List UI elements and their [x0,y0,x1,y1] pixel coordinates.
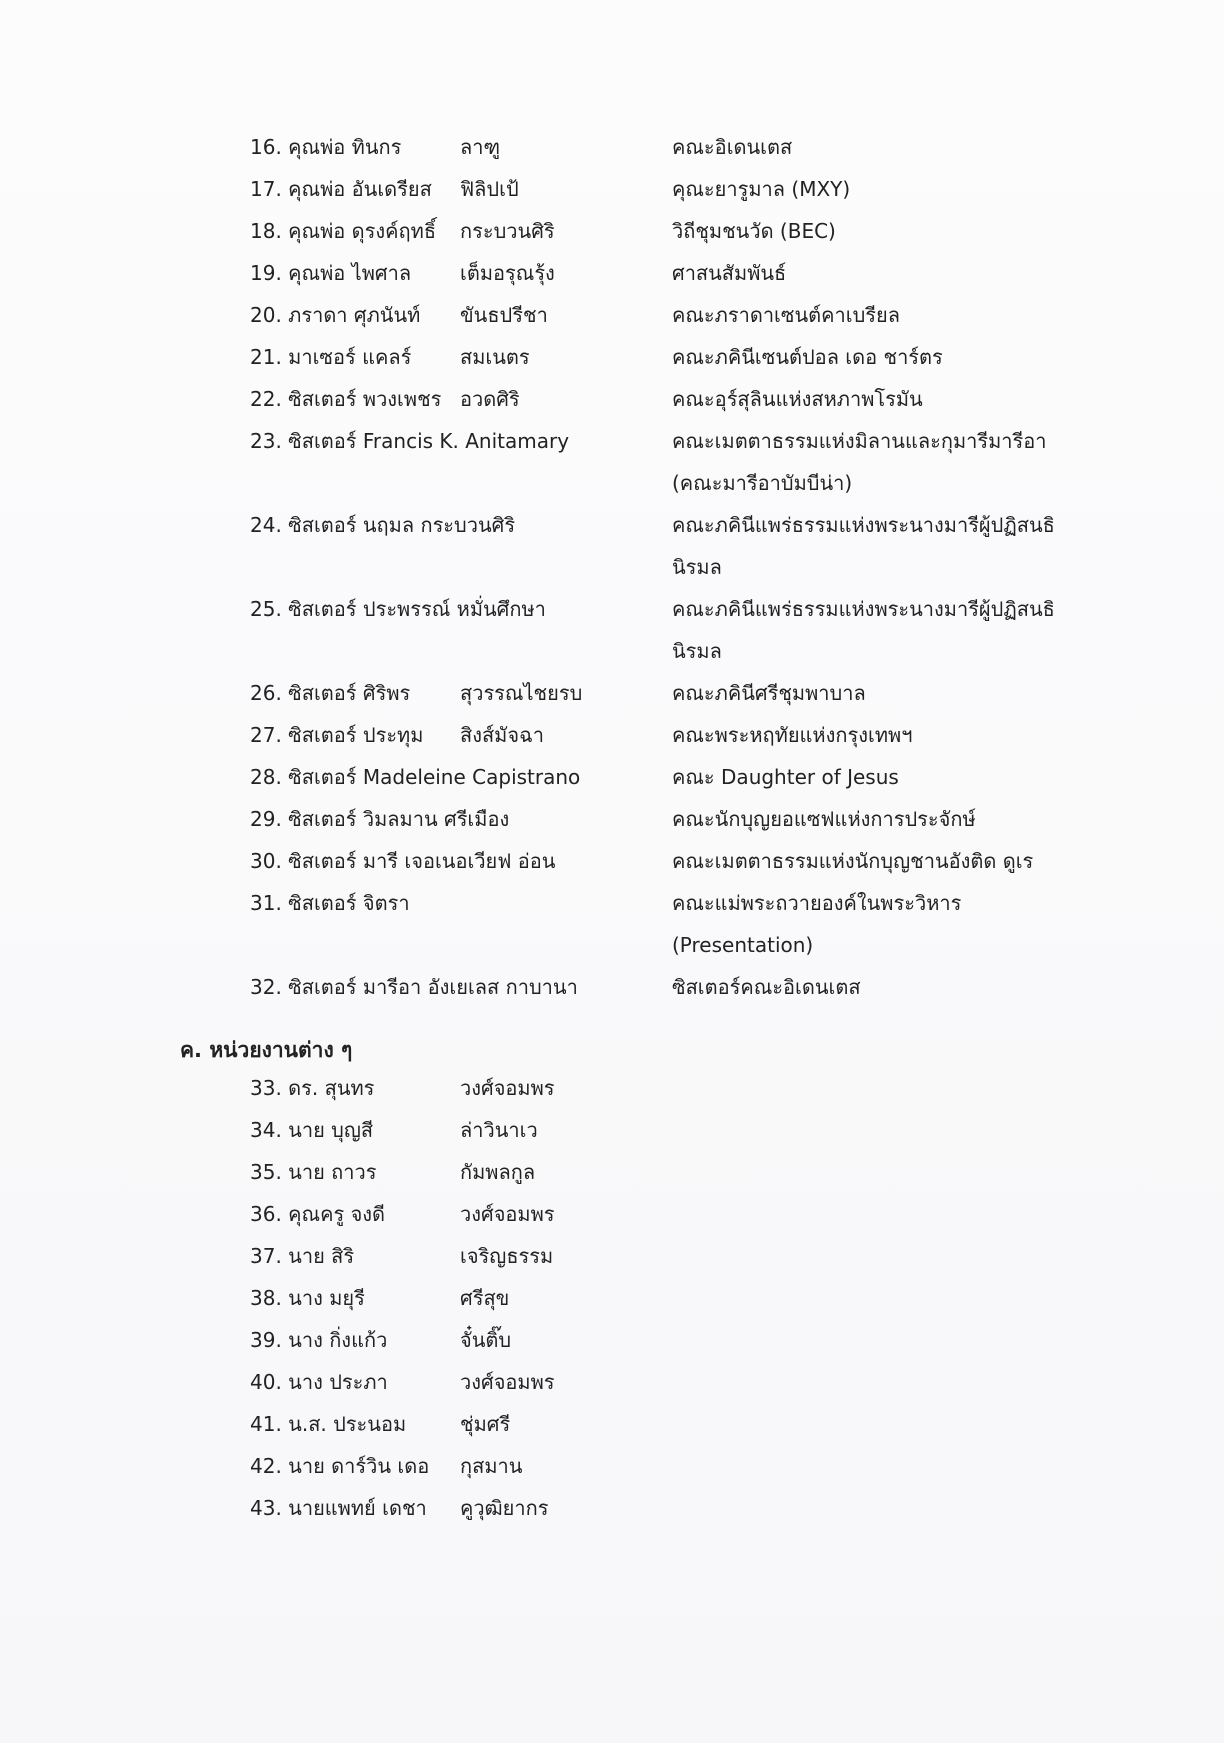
organization: คณะเมตตาธรรมแห่งมิลานและกุมารีมารีอา [672,429,1047,453]
organization: คณะพระหฤทัยแห่งกรุงเทพฯ [672,723,913,747]
person-name: 43. นายแพทย์ เดชา [250,1496,427,1520]
list-item [0,1404,1224,1444]
organization: คณะอุร์สุลินแห่งสหภาพโรมัน [672,387,923,411]
person-name: 29. ซิสเตอร์ วิมลมาน ศรีเมือง [250,807,510,831]
person-surname: เจริญธรรม [460,1244,554,1268]
person-name: 26. ซิสเตอร์ ศิริพร [250,681,411,705]
person-name: 25. ซิสเตอร์ ประพรรณ์ หมั่นศึกษา [250,597,546,621]
list-item [0,379,1224,419]
person-surname: กระบวนศิริ [460,219,555,243]
list-item [0,589,1224,671]
person-name: 31. ซิสเตอร์ จิตรา [250,891,410,915]
list-item [0,1320,1224,1360]
list-item [0,1110,1224,1150]
list-item [0,127,1224,167]
list-item [0,1194,1224,1234]
organization-continued: (คณะมารีอาบัมบีน่า) [672,471,853,495]
list-item [0,253,1224,293]
person-surname: ศรีสุข [460,1286,510,1310]
person-surname: วงศ์จอมพร [460,1202,555,1226]
organization: คณะภคินีแพร่ธรรมแห่งพระนางมารีผู้ปฏิสนธิ [672,597,1055,621]
section-heading: ค. หน่วยงานต่าง ๆ [180,1038,353,1062]
person-surname: สุวรรณไชยรบ [460,681,583,705]
organization: ศาสนสัมพันธ์ [672,261,787,285]
person-name: 24. ซิสเตอร์ นฤมล กระบวนศิริ [250,513,516,537]
person-name: 22. ซิสเตอร์ พวงเพชร [250,387,442,411]
person-surname: เต็มอรุณรุ้ง [460,261,555,285]
person-name: 35. นาย ถาวร [250,1160,377,1184]
person-name: 33. ดร. สุนทร [250,1076,375,1100]
list-item [0,169,1224,209]
list-item [0,841,1224,881]
list-item [0,1446,1224,1486]
list-item [0,1362,1224,1402]
list-item [0,1488,1224,1528]
person-surname: อวดศิริ [460,387,520,411]
list-item [0,211,1224,251]
list-item [0,421,1224,503]
person-name: 34. นาย บุญสี [250,1118,374,1142]
person-name: 28. ซิสเตอร์ Madeleine Capistrano [250,765,581,789]
list-item [0,337,1224,377]
organization: วิถีชุมชนวัด (BEC) [672,219,836,243]
list-item [0,1152,1224,1192]
person-name: 21. มาเซอร์ แคลร์ [250,345,412,369]
person-name: 40. นาง ประภา [250,1370,388,1394]
person-name: 16. คุณพ่อ ทินกร [250,135,402,159]
organization: คณะแม่พระถวายองค์ในพระวิหาร [672,891,962,915]
organization: คณะภราดาเซนต์คาเบรียล [672,303,900,327]
organization: คณะ Daughter of Jesus [672,765,899,789]
person-name: 38. นาง มยุรี [250,1286,365,1310]
organization: คณะอิเดนเตส [672,135,793,159]
list-item [0,1278,1224,1318]
organization-continued: (Presentation) [672,933,814,957]
list-item [0,295,1224,335]
person-surname: กัมพลกูล [460,1160,536,1184]
person-name: 37. นาย สิริ [250,1244,355,1268]
person-surname: ล่าวินาเว [460,1118,538,1142]
list-item [0,967,1224,1007]
person-name: 18. คุณพ่อ ดุรงค์ฤทธิ์ [250,219,437,243]
person-surname: ขันธปรีชา [460,303,548,327]
person-name: 20. ภราดา ศุภนันท์ [250,303,421,327]
list-item [0,883,1224,965]
organization: ซิสเตอร์คณะอิเดนเตส [672,975,861,999]
person-surname: กุสมาน [460,1454,523,1478]
person-name: 42. นาย ดาร์วิน เดอ [250,1454,430,1478]
organization-continued: นิรมล [672,555,722,579]
organization: คุณะยารูมาล (MXY) [672,177,851,201]
person-surname: ฟิลิปเป้ [460,177,519,201]
organization: คณะภคินีเซนต์ปอล เดอ ชาร์ตร [672,345,943,369]
organization: คณะภคินีศรีชุมพาบาล [672,681,866,705]
list-item [0,1068,1224,1108]
organization: คณะเมตตาธรรมแห่งนักบุญชานอังติด ดูเร [672,849,1034,873]
person-name: 39. นาง กิ่งแก้ว [250,1328,388,1352]
person-surname: ชุ่มศรี [460,1412,511,1436]
person-name: 32. ซิสเตอร์ มารีอา อังเยเลส กาบานา [250,975,578,999]
person-name: 19. คุณพ่อ ไพศาล [250,261,412,285]
list-item [0,505,1224,587]
person-surname: สิงส์มัจฉา [460,723,544,747]
list-item [0,1236,1224,1276]
list-item [0,715,1224,755]
list-item [0,799,1224,839]
person-surname: วงศ์จอมพร [460,1370,555,1394]
list-item [0,673,1224,713]
person-surname: คูวุฒิยากร [460,1496,549,1520]
person-name: 30. ซิสเตอร์ มารี เจอเนอเวียฟ อ่อน [250,849,556,873]
organization-continued: นิรมล [672,639,722,663]
person-name: 41. น.ส. ประนอม [250,1412,407,1436]
person-surname: ลาฑู [460,135,501,159]
person-name: 36. คุณครู จงดี [250,1202,386,1226]
organization: คณะภคินีแพร่ธรรมแห่งพระนางมารีผู้ปฏิสนธิ [672,513,1055,537]
person-name: 17. คุณพ่อ อันเดรียส [250,177,432,201]
person-surname: วงศ์จอมพร [460,1076,555,1100]
list-item [0,757,1224,797]
organization: คณะนักบุญยอแซฟแห่งการประจักษ์ [672,807,976,831]
person-name: 23. ซิสเตอร์ Francis K. Anitamary [250,429,570,453]
person-name: 27. ซิสเตอร์ ประทุม [250,723,424,747]
person-surname: สมเนตร [460,345,530,369]
person-surname: จั๋นติ๊บ [460,1328,512,1352]
